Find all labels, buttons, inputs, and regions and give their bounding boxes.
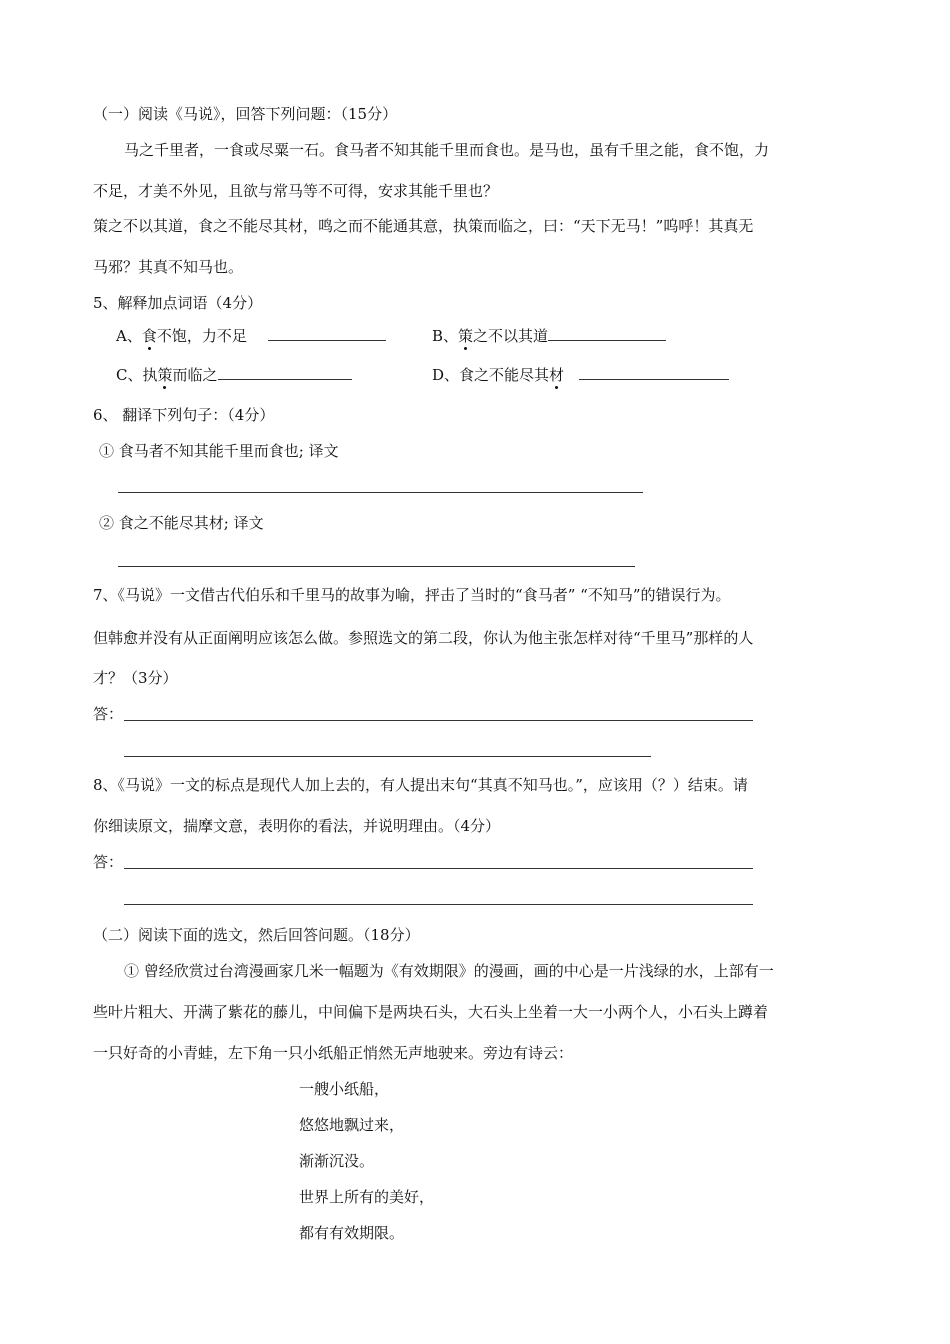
q5-b-answer-blank[interactable] bbox=[548, 326, 666, 341]
q8-answer-line1[interactable] bbox=[124, 868, 753, 869]
q5-c-suffix: 而临之 bbox=[172, 366, 218, 384]
part1-heading: （一）阅读《马说》，回答下列问题：（15分） bbox=[93, 105, 398, 123]
q8-line2: 你细读原文，揣摩文意，表明你的看法，并说明理由。（4分） bbox=[93, 817, 501, 835]
passage1-para2-line1: 策之不以其道，食之不能尽其材，鸣之而不能通其意，执策而临之，曰：“天下无马！”呜呼！其真无 bbox=[93, 217, 754, 235]
passage2-para1-line3: 一只好奇的小青蛙，左下角一只小纸船正悄然无声地驶来。旁边有诗云： bbox=[93, 1044, 574, 1062]
q5-d-dotted-word: 材 bbox=[549, 366, 565, 384]
q5-a-answer-blank[interactable] bbox=[268, 326, 386, 341]
q5-item-c bbox=[116, 365, 352, 385]
q5-a-dotted-word: 食 bbox=[141, 327, 157, 345]
q8-answer-label: 答： bbox=[93, 853, 124, 871]
q5-c-dotted-word: 策 bbox=[157, 366, 173, 384]
passage1-para1-line1: 马之千里者，一食或尽粟一石。食马者不知其能千里而食也。是马也，虽有千里之能，食不饱，力 bbox=[124, 141, 770, 159]
q5-title: 5、解释加点词语（4分） bbox=[93, 294, 263, 312]
q5-b-dotted-word: 策 bbox=[458, 327, 474, 345]
q7-answer-line1[interactable] bbox=[124, 720, 753, 721]
q5-c-prefix: C、执 bbox=[116, 366, 158, 384]
q7-line2: 但韩愈并没有从正面阐明应该怎么做。参照选文的第二段，你认为他主张怎样对待“千里马”那样的人 bbox=[93, 629, 754, 647]
poem-line: 一艘小纸船， bbox=[299, 1080, 390, 1098]
q8-answer-line2[interactable] bbox=[124, 904, 753, 905]
q7-line3: 才？（3分） bbox=[93, 669, 178, 687]
poem-line: 悠悠地飘过来， bbox=[299, 1116, 405, 1134]
q5-a-prefix: A、 bbox=[116, 327, 142, 345]
q6-answer2-line[interactable] bbox=[118, 566, 635, 567]
q7-answer-line2[interactable] bbox=[124, 756, 651, 757]
q5-b-prefix: B、 bbox=[432, 327, 459, 345]
passage1-para2-line2: 马邪？其真不知马也。 bbox=[93, 258, 244, 276]
q6-title: 6、 翻译下列句子：（4分） bbox=[93, 406, 275, 424]
q5-b-suffix: 之不以其道 bbox=[473, 327, 549, 345]
q5-item-b bbox=[432, 326, 666, 346]
part2-heading: （二）阅读下面的选文，然后回答问题。（18分） bbox=[93, 926, 420, 944]
q5-d-prefix: D、食之不能尽其 bbox=[432, 366, 550, 384]
q5-item-a bbox=[116, 326, 386, 346]
q7-answer-label: 答： bbox=[93, 705, 124, 723]
poem-line: 都有有效期限。 bbox=[299, 1224, 405, 1242]
passage2-para1-line1: ① 曾经欣赏过台湾漫画家几米一幅题为《有效期限》的漫画，画的中心是一片浅绿的水，上部有一 bbox=[124, 962, 774, 980]
q6-sentence1: ① 食马者不知其能千里而食也; 译文 bbox=[99, 442, 339, 460]
q6-answer1-line[interactable] bbox=[118, 492, 643, 493]
poem-line: 渐渐沉没。 bbox=[299, 1152, 375, 1170]
q5-item-d bbox=[432, 365, 729, 385]
q7-line1: 7、《马说》一文借古代伯乐和千里马的故事为喻，抨击了当时的“食马者” “不知马”的错误行为。 bbox=[93, 586, 731, 604]
q6-sentence2: ② 食之不能尽其材; 译文 bbox=[99, 514, 264, 532]
q5-d-answer-blank[interactable] bbox=[579, 365, 729, 380]
poem-line: 世界上所有的美好， bbox=[299, 1188, 435, 1206]
q5-c-answer-blank[interactable] bbox=[218, 365, 352, 380]
passage2-para1-line2: 些叶片粗大、开满了紫花的藤儿，中间偏下是两块石头，大石头上坐着一大一小两个人，小石头上蹲着 bbox=[93, 1003, 769, 1021]
q5-a-suffix: 不饱，力不足 bbox=[156, 327, 247, 345]
passage1-para1-line2: 不足，才美不外见，且欲与常马等不可得，安求其能千里也？ bbox=[93, 182, 499, 200]
q8-line1: 8、《马说》一文的标点是现代人加上去的，有人提出末句“其真不知马也。”，应该用（？）结束。请 bbox=[93, 776, 748, 794]
